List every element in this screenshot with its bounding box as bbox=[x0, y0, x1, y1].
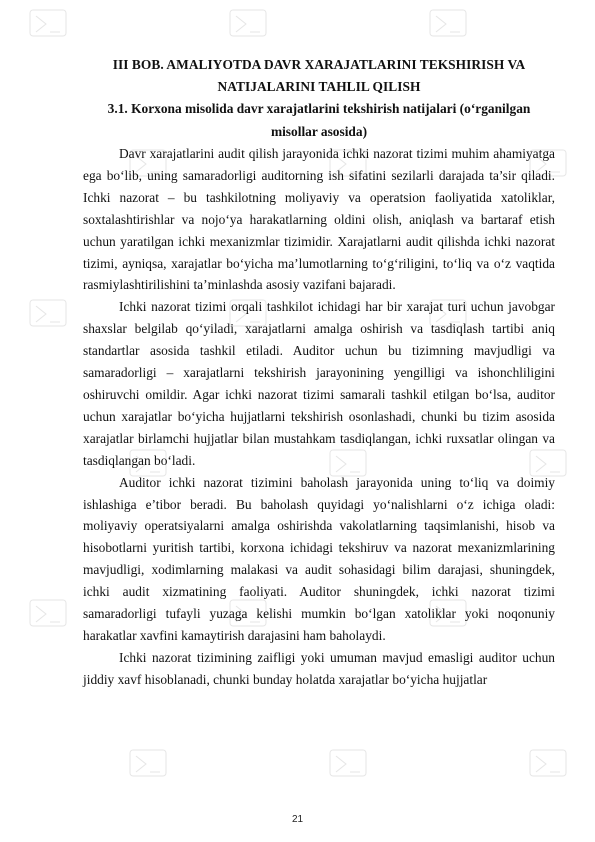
watermark-tile bbox=[230, 10, 266, 36]
body-paragraph: Auditor ichki nazorat tizimini baholash jarayonida uning to‘liq va doimiy ishlashiga e’tibor beradi. Bu baholash quyidagi yo‘nalishlarni o‘z ichiga oladi: moliyaviy operatsiyalarni amalga oshirishda vakolatlarning taqsimlanishi, hisob va hisobotlarni yuritish tartibi, korxona ichidagi tekshiruv va nazorat mexanizmlarining mavjudligi, xodimlarning malakasi va audit sohasidagi bilim darajasi, shuningdek, ichki audit xizmatining faoliyati. Auditor shuningdek, ichki nazorat tizimi samaradorligi tufayli yuzaga kelishi mumkin bo‘lgan xatoliklar yoki noqonuniy harakatlar xavfini kamaytirish darajasini ham baholaydi. bbox=[83, 474, 555, 643]
page-number: 21 bbox=[291, 814, 304, 825]
watermark-tile bbox=[330, 750, 366, 776]
watermark-tile bbox=[430, 10, 466, 36]
section-title: 3.1. Korxona misolida davr xarajatlarini tekshirish natijalari (o‘rganilgan misollar asosida) bbox=[107, 101, 531, 139]
body-paragraph: Ichki nazorat tizimi orqali tashkilot ichidagi har bir xarajat turi uchun javobgar shaxslar belgilab qo‘yiladi, xarajatlarni amalga oshirish va tasdiqlash tartibi aniq standartlar asosida tashkil etiladi. Auditor uchun bu tizimning mavjudligi va samaradorligi – xarajatlarni tekshirish jarayonining yengilligi va ishonchliligini oshiruvchi omildir. Agar ichki nazorat tizimi samarali tashkil etilgan bo‘lsa, auditor uchun xarajatlar bo‘yicha hujjatlarni tekshirish osonlashadi, chunki bu tizim asosida xarajatlar birlamchi hujjatlar bilan mustahkam tasdiqlangan, ichki ruxsatlar olingan va tasdiqlangan bo‘ladi. bbox=[83, 299, 555, 468]
document-page bbox=[83, 54, 555, 691]
watermark-tile bbox=[130, 750, 166, 776]
chapter-title: III BOB. AMALIYOTDA DAVR XARAJATLARINI TEKSHIRISH VA NATIJALARINI TAHLIL QILISH bbox=[112, 57, 526, 94]
watermark-tile bbox=[30, 300, 66, 326]
watermark-tile bbox=[530, 750, 566, 776]
body-paragraph: Davr xarajatlarini audit qilish jarayonida ichki nazorat tizimi muhim ahamiyatga ega bo‘lib, uning samaradorligi auditorning ish sifatini sezilarli darajada ta’sir qiladi. Ichki nazorat – bu tashkilotning moliyaviy va operatsion faoliyatida xatoliklar, soxtalashtirishlar va nojo‘ya harakatlarning oldini olish, aniqlash va bartaraf etish uchun yaratilgan ichki mexanizmlar tizimidir. Xarajatlarni audit qilishda ichki nazorat tizimi, ayniqsa, xarajatlar bo‘yicha ma’lumotlarning to‘g‘riligini, to‘liq va o‘z vaqtida rasmiylashtirilishini ta’minlashda asosiy vazifani bajaradi. bbox=[83, 146, 555, 293]
watermark-tile bbox=[30, 600, 66, 626]
watermark-tile bbox=[30, 10, 66, 36]
body-paragraph: Ichki nazorat tizimining zaifligi yoki umuman mavjud emasligi auditor uchun jiddiy xavf hisoblanadi, chunki bunday holatda xarajatlar bo‘yicha hujjatlar bbox=[83, 649, 555, 687]
